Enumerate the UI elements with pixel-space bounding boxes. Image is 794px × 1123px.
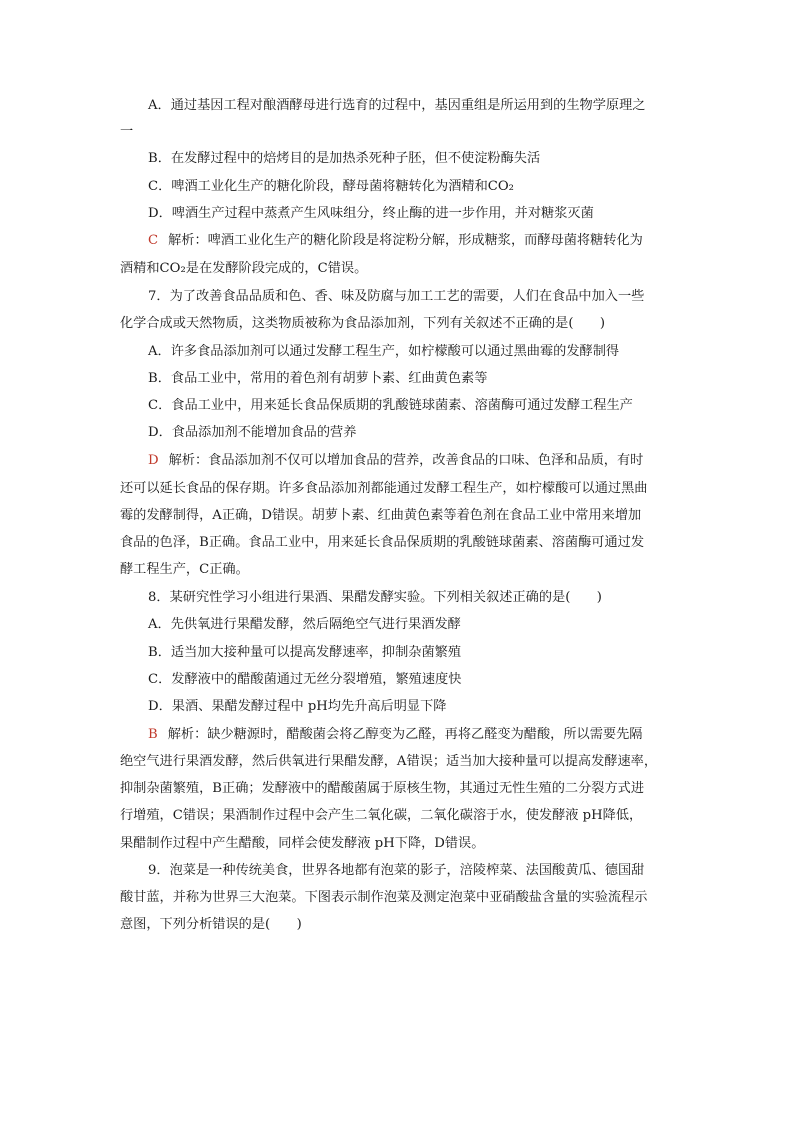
- option-a-line-1: A．通过基因工程对酿酒酵母进行选育的过程中，基因重组是所运用到的生物学原理之: [148, 98, 646, 113]
- q7-option-b: B．食品工业中，常用的着色剂有胡萝卜素、红曲黄色素等: [148, 371, 488, 386]
- q8-option-d: D．果酒、果醋发酵过程中 pH均先升高后明显下降: [148, 699, 447, 714]
- question-9-line-3: 意图，下列分析错误的是( ): [120, 917, 302, 932]
- question-8: 8．某研究性学习小组进行果酒、果醋发酵实验。下列相关叙述正确的是( ): [148, 590, 602, 605]
- q8-option-b: B．适当加大接种量可以提高发酵速率，抑制杂菌繁殖: [148, 645, 462, 660]
- analysis-7-line-2: 还可以延长食品的保存期。许多食品添加剂都能通过发酵工程生产，如柠檬酸可以通过黑曲: [120, 481, 648, 496]
- analysis-8-line-2: 绝空气进行果酒发酵，然后供氧进行果醋发酵，A错误；适当加大接种量可以提高发酵速率，: [120, 754, 658, 769]
- analysis-8-line-1: B 解析：缺少糖源时，醋酸菌会将乙醇变为乙醛，再将乙醛变为醋酸，所以需要先隔: [148, 727, 643, 742]
- option-a-line-2: 一: [120, 124, 134, 139]
- analysis-7-line-1: D 解析：食品添加剂不仅可以增加食品的营养，改善食品的口味、色泽和品质，有时: [148, 453, 644, 468]
- question-9-line-2: 酸甘蓝，并称为世界三大泡菜。下图表示制作泡菜及测定泡菜中亚硝酸盐含量的实验流程示: [120, 890, 648, 905]
- analysis-7-line-5: 酵工程生产，C正确。: [120, 562, 249, 577]
- analysis-8-line-3: 抑制杂菌繁殖，B正确；发酵液中的醋酸菌属于原核生物，其通过无性生殖的二分裂方式进: [120, 781, 644, 796]
- analysis-7-line-3: 霉的发酵制得，A正确，D错误。胡萝卜素、红曲黄色素等着色剂在食品工业中常用来增加: [120, 508, 642, 523]
- analysis-8-line-5: 果醋制作过程中产生醋酸，同样会使发酵液 pH下降，D错误。: [120, 836, 485, 851]
- option-b: B．在发酵过程中的焙烤目的是加热杀死种子胚，但不使淀粉酶失活: [148, 151, 541, 166]
- q7-option-c: C．食品工业中，用来延长食品保质期的乳酸链球菌素、溶菌酶可通过发酵工程生产: [148, 398, 633, 413]
- analysis-6-line-2: 酒精和CO₂是在发酵阶段完成的，C错误。: [120, 261, 368, 276]
- analysis-8-line-4: 行增殖，C错误；果酒制作过程中会产生二氧化碳，二氧化碳溶于水，使发酵液 pH降低，: [120, 808, 643, 823]
- question-7-line-1: 7．为了改善食品品质和色、香、味及防腐与加工工艺的需要，人们在食品中加入一些: [148, 289, 645, 304]
- question-9-line-1: 9．泡菜是一种传统美食，世界各地都有泡菜的影子，涪陵榨菜、法国酸黄瓜、德国甜: [148, 863, 645, 878]
- question-7-line-2: 化学合成或天然物质，这类物质被称为食品添加剂，下列有关叙述不正确的是( ): [120, 316, 606, 331]
- option-c: C．啤酒工业化生产的糖化阶段，酵母菌将糖转化为酒精和CO₂: [148, 179, 514, 194]
- q8-option-a: A．先供氧进行果醋发酵，然后隔绝空气进行果酒发酵: [148, 617, 461, 632]
- q7-option-d: D．食品添加剂不能增加食品的营养: [148, 425, 357, 440]
- answer-letter: B: [148, 727, 158, 742]
- analysis-6-line-1: C 解析：啤酒工业化生产的糖化阶段是将淀粉分解，形成糖浆，而酵母菌将糖转化为: [148, 233, 643, 248]
- q7-option-a: A．许多食品添加剂可以通过发酵工程生产，如柠檬酸可以通过黑曲霉的发酵制得: [148, 344, 620, 359]
- analysis-7-line-4: 食品的色泽，B正确。食品工业中，用来延长食品保质期的乳酸链球菌素、溶菌酶可通过发: [120, 535, 644, 550]
- answer-letter: D: [148, 453, 159, 468]
- q8-option-c: C．发酵液中的醋酸菌通过无丝分裂增殖，繁殖速度快: [148, 672, 462, 687]
- answer-letter: C: [148, 233, 159, 248]
- option-d: D．啤酒生产过程中蒸煮产生风味组分，终止酶的进一步作用，并对糖浆灭菌: [148, 206, 594, 221]
